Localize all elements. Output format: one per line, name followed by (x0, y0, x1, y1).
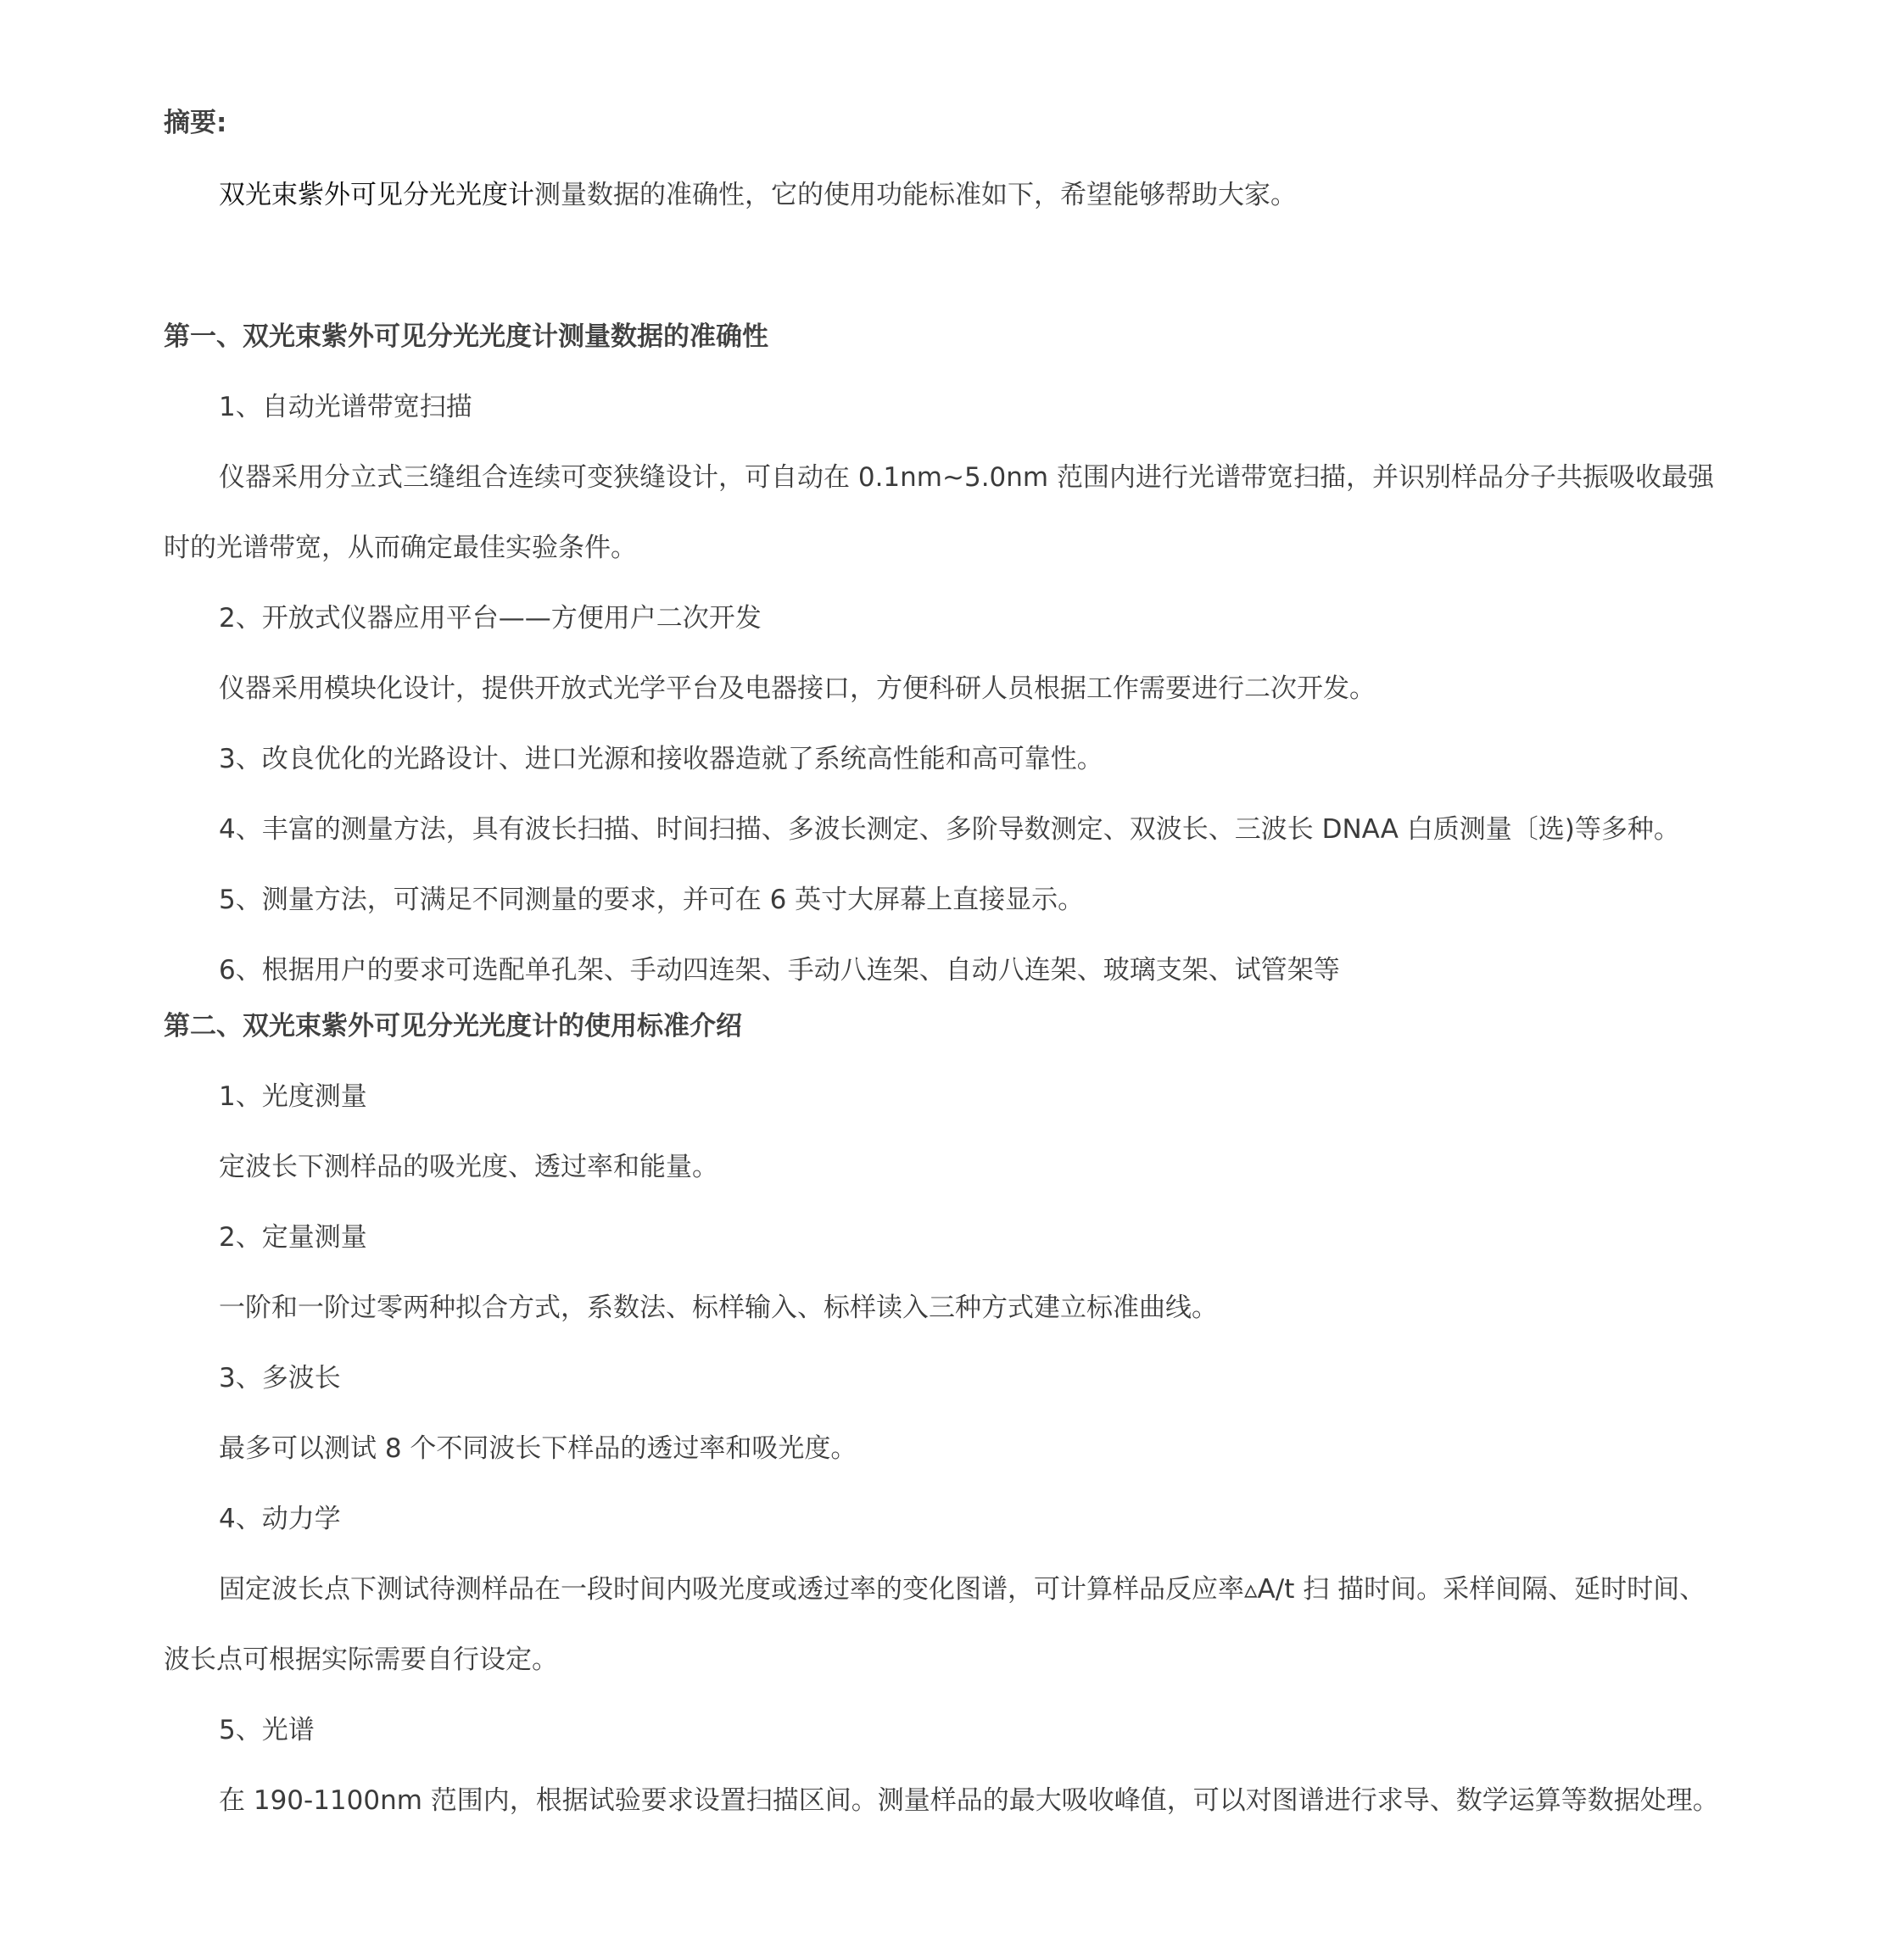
abstract-label: 摘要: (164, 108, 227, 138)
section1-item2-title: 2、开放式仪器应用平台——方便用户二次开发 (219, 603, 762, 634)
section2-item2-title: 2、定量测量 (219, 1222, 367, 1253)
section1-item2-body: 仪器采用模块化设计，提供开放式光学平台及电器接口，方便科研人员根据工作需要进行二次开发。 (219, 673, 1376, 704)
intro-paragraph (219, 176, 1904, 214)
section1-item6: 6、根据用户的要求可选配单孔架、手动四连架、手动八连架、自动八连架、玻璃支架、试管架等 (219, 955, 1340, 986)
section1-heading: 第一、双光束紫外可见分光光度计测量数据的准确性 (164, 321, 768, 352)
section2-item5-title: 5、光谱 (219, 1715, 315, 1745)
section2-item1-body: 定波长下测样品的吸光度、透过率和能量。 (219, 1152, 718, 1182)
section2-item3-title: 3、多波长 (219, 1363, 341, 1393)
section1-item4: 4、丰富的测量方法，具有波长扫描、时间扫描、多波长测定、多阶导数测定、双波长、三波长 DNAA 白质测量〔选)等多种。 (219, 814, 1680, 845)
section2-item4-body-line2: 波长点可根据实际需要自行设定。 (164, 1645, 558, 1675)
intro-term: 双光束紫外可见分光光度计 (219, 180, 534, 210)
section1-item1-body-line2: 时的光谱带宽，从而确定最佳实验条件。 (164, 533, 637, 563)
section2-item5-body: 在 190-1100nm 范围内，根据试验要求设置扫描区间。测量样品的最大吸收峰值，可以对图谱进行求导、数学运算等数据处理。 (219, 1785, 1719, 1816)
intro-text: 测量数据的准确性，它的使用功能标准如下，希望能够帮助大家。 (534, 180, 1297, 210)
section2-heading: 第二、双光束紫外可见分光光度计的使用标准介绍 (164, 1011, 742, 1042)
section1-item1-body-line1: 仪器采用分立式三缝组合连续可变狭缝设计，可自动在 0.1nm~5.0nm 范围内进行光谱带宽扫描，并识别样品分子共振吸收最强 (219, 462, 1714, 493)
section2-item3-body: 最多可以测试 8 个不同波长下样品的透过率和吸光度。 (219, 1433, 857, 1464)
section2-item1-title: 1、光度测量 (219, 1081, 367, 1112)
section2-item4-title: 4、动力学 (219, 1504, 341, 1534)
section2-item2-body: 一阶和一阶过零两种拟合方式，系数法、标样输入、标样读入三种方式建立标准曲线。 (219, 1293, 1218, 1323)
section1-item5: 5、测量方法，可满足不同测量的要求，并可在 6 英寸大屏幕上直接显示。 (219, 885, 1085, 915)
section2-item4-body-line1: 固定波长点下测试待测样品在一段时间内吸光度或透过率的变化图谱，可计算样品反应率▵A/t 扫 描时间。采样间隔、延时时间、 (219, 1574, 1706, 1605)
section1-item1-title: 1、自动光谱带宽扫描 (219, 392, 472, 422)
section1-item3: 3、改良优化的光路设计、进口光源和接收器造就了系统高性能和高可靠性。 (219, 744, 1103, 774)
